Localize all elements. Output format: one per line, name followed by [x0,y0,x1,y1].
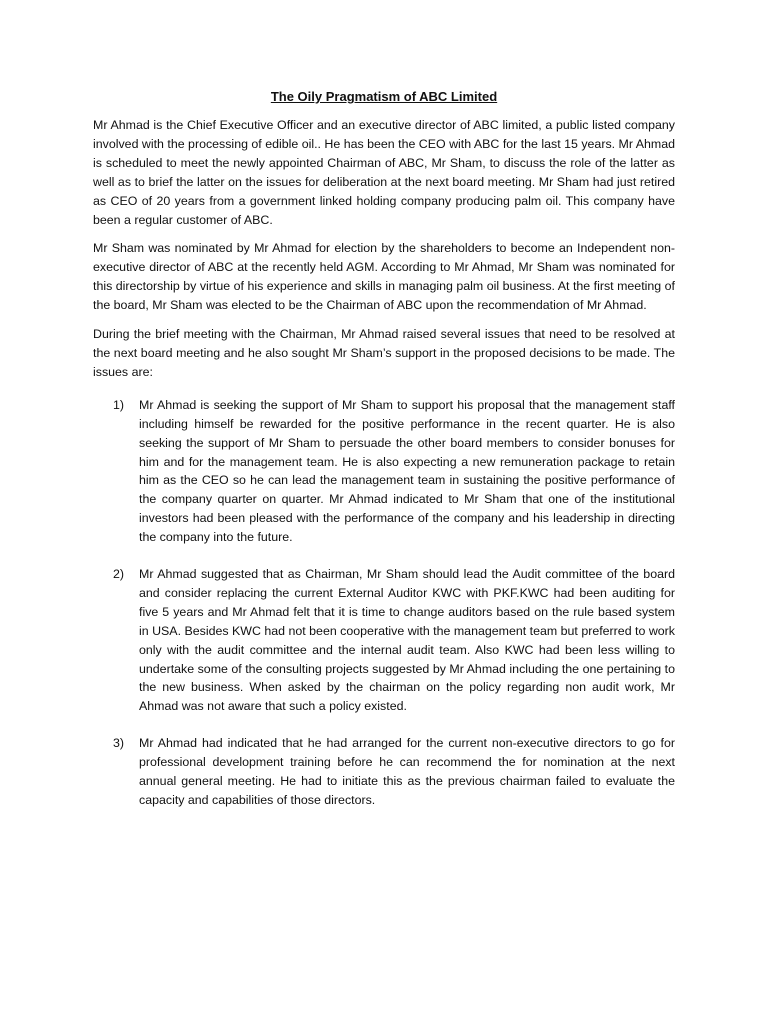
issue-text: Mr Ahmad is seeking the support of Mr Sham to support his proposal that the management staff including himself be rewarded for the positive performance in the recent quarter. He is also seeking the support of Mr Sham to persuade the other board members to consider bonuses for him and for the management team. He is also expecting a new remuneration package to retain him as the CEO so he can lead the management team in sustaining the positive performance of the company quarter on quarter. Mr Ahmad indicated to Mr Sham that one of the institutional investors had been pleased with the performance of the company and his leadership in directing the company into the future. [139,397,675,545]
document-title: The Oily Pragmatism of ABC Limited [270,89,498,104]
issue-text: Mr Ahmad suggested that as Chairman, Mr Sham should lead the Audit committee of the board and consider replacing the current External Auditor KWC with PKF.KWC had been auditing for five 5 years and Mr Ahmad felt that it is time to change auditors based on the rule based system in USA. Besides KWC had not been cooperative with the management team but preferred to work only with the audit committee and the internal audit team. Also KWC had been less willing to undertake some of the consulting projects suggested by Mr Ahmad including the one pertaining to the new business. When asked by the chairman on the policy regarding non audit work, Mr Ahmad was not aware that such a policy existed. [139,567,675,714]
issue-number: 3) [113,736,125,751]
paragraph-intro: Mr Ahmad is the Chief Executive Officer and an executive director of ABC limited, a public listed company involved with the processing of edible oil.. He has been the CEO with ABC for the last 15 years. Mr Ahmad is scheduled to meet the newly appointed Chairman of ABC, Mr Sham, to discuss the role of the latter as well as to brief the latter on the issues for deliberation at the next board meeting. Mr Sham had just retired as CEO of 20 years from a government linked holding company producing palm oil. This company have been a regular customer of ABC. [93,118,675,227]
issue-item [93,734,675,810]
issue-text: Mr Ahmad had indicated that he had arranged for the current non-executive directors to go for professional development training before he can recommend the for nomination at the next annual general meeting. He had to initiate this as the previous chairman failed to evaluate the capacity and capabilities of those directors. [139,736,675,807]
paragraph-nomination: Mr Sham was nominated by Mr Ahmad for election by the shareholders to become an Independent non-executive director of ABC at the recently held AGM. According to Mr Ahmad, Mr Sham was nominated for this directorship by virtue of his experience and skills in managing palm oil business. At the first meeting of the board, Mr Sham was elected to be the Chairman of ABC upon the recommendation of Mr Ahmad. [93,241,675,313]
issue-item [93,565,675,716]
issue-number: 1) [113,397,125,412]
issue-item [93,396,675,547]
document-page [93,88,675,828]
issues-list [93,396,675,810]
paragraph-issues-lead: During the brief meeting with the Chairman, Mr Ahmad raised several issues that need to be resolved at the next board meeting and he also sought Mr Sham’s support in the proposed decisions to be made. The issues are: [93,327,675,379]
issue-number: 2) [113,567,125,582]
